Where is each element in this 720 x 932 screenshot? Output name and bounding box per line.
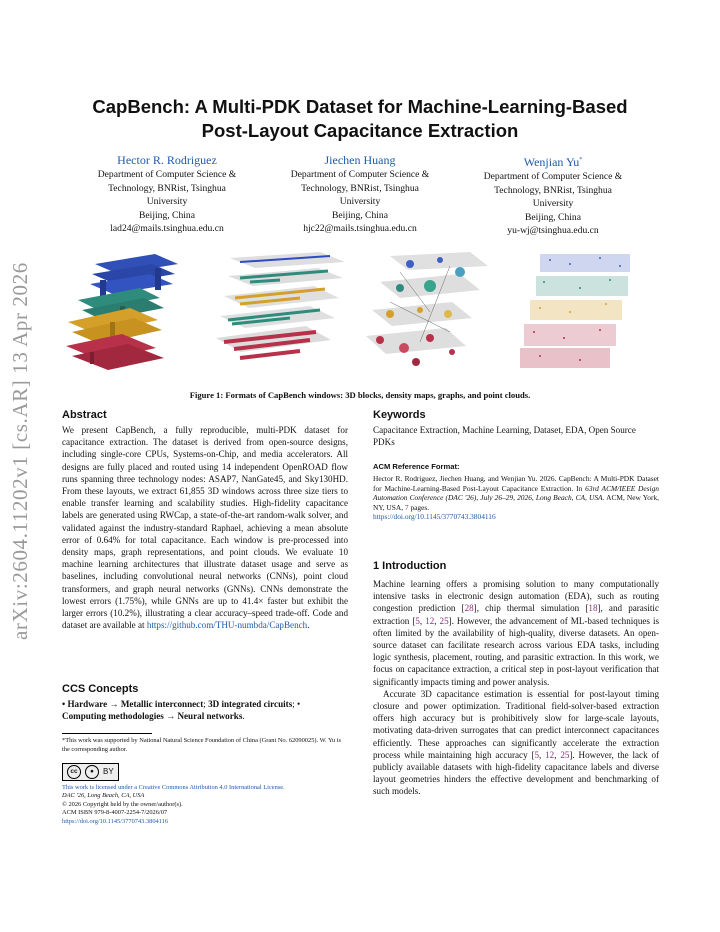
panel-density-maps [216, 252, 345, 358]
citation[interactable]: 12 [545, 749, 555, 760]
author-block-2 [260, 152, 460, 236]
cc-icon: cc [67, 765, 81, 779]
citation[interactable]: 12 [425, 615, 435, 626]
citation[interactable]: 5 [415, 615, 420, 626]
citation[interactable]: 28 [464, 603, 474, 614]
figure-1-illustration [60, 252, 660, 382]
keywords-text: Capacitance Extraction, Machine Learning, Dataset, EDA, Open Source PDKs [373, 425, 636, 448]
license-link[interactable]: This work is licensed under a Creative Commons Attribution 4.0 International License. [62, 783, 285, 791]
abstract-text: We present CapBench, a fully reproducible, multi-PDK dataset for capacitance extraction. The dataset is derived from open-source designs, including single-core CPUs, Systems-on-Chip, and media accelerators. All designs are fully placed and routed using 14 independent OpenROAD flow runs spanning three technology nodes: ASAP7, NanGate45, and Sky130HD. From these layouts, we extract 61,855 3D windows across three size tiers to enable transfer learning and scalability studies. High-fidelity capacitance labels are generated using RWCap, a state-of-the-art random-walk solver, and validated against the industry-standard Raphael, achieving a mean absolute error of 0.64% for total capacitance. Each window is pre-processed into density maps, graph representations, and point clouds. We evaluate 10 machine learning architectures that illustrate dataset usage and serve as baselines, including convolutional neural networks (CNNs), point cloud transformers, and graph neural networks (GNNs). CNNs demonstrate the lowest errors (1.75%), while GNNs are up to 41.4× faster but exhibit the larger errors (10.2%), illustrating a clear accuracy–speed trade-off. Code and dataset are available at https://github.com/THU-numbda/CapBench. [62, 425, 348, 631]
cc-by-badge[interactable] [62, 763, 119, 781]
author-name[interactable]: Wenjian Yu* [523, 155, 583, 169]
footnote-area [62, 733, 348, 827]
venue-line: DAC '26, Long Beach, CA, USA [62, 792, 145, 800]
author-block-1 [67, 152, 267, 236]
author-name[interactable]: Jiechen Huang [324, 153, 396, 167]
footnote-rule [62, 733, 152, 734]
author-email: yu-wj@tsinghua.edu.cn [507, 225, 599, 237]
acm-reference-heading: ACM Reference Format: [373, 462, 460, 471]
panel-graphs [366, 252, 488, 366]
author-block-3 [453, 152, 653, 238]
ccs-heading: CCS Concepts [62, 683, 139, 695]
author-city: Beijing, China [525, 211, 581, 223]
author-affiliation: Department of Computer Science & [97, 169, 237, 180]
author-name[interactable]: Hector R. Rodriguez [117, 153, 217, 167]
abstract-heading: Abstract [62, 409, 107, 421]
author-affiliation: Department of Computer Science & [290, 169, 430, 180]
citation[interactable]: 25 [439, 615, 449, 626]
ccs-text: • Hardware → Metallic interconnect; 3D integrated circuits; • Computing methodologies → Neural networks. [62, 699, 301, 722]
author-email: hjc22@mails.tsinghua.edu.cn [303, 223, 417, 235]
acm-doi-link[interactable]: https://doi.org/10.1145/3770743.3804116 [373, 512, 496, 522]
author-affiliation: University [532, 198, 574, 210]
citation[interactable]: 18 [588, 603, 598, 614]
author-email: lad24@mails.tsinghua.edu.cn [110, 223, 224, 235]
panel-point-clouds [520, 254, 630, 368]
copyright-line: © 2026 Copyright held by the owner/author(s). [62, 800, 183, 808]
keywords-section [373, 409, 659, 448]
introduction-paragraph-2: Accurate 3D capacitance estimation is essential for post-layout timing closure and power optimization. Traditional field-solver-based extraction offers high accuracy but is prohibitively slow for large-scale layouts, motivating data-driven surrogates that can predict interconnect capacitances efficiently. These approaches can significantly accelerate the extraction process while maintaining high accuracy [5, 12, 25]. However, the lack of publicly available datasets with high-fidelity capacitance labels and diverse layout geometries hinders the effective development and benchmarking of such models. [373, 688, 660, 797]
isbn-line: ACM ISBN 979-8-4007-2254-7/2026/07 [62, 809, 168, 817]
author-affiliation: Technology, BNRist, Tsinghua [108, 182, 226, 194]
author-affiliation: Technology, BNRist, Tsinghua [494, 184, 612, 196]
arxiv-stamp: arXiv:2604.11202v1 [cs.AR] 13 Apr 2026 [8, 262, 32, 640]
title-line-2: Post-Layout Capacitance Extraction [201, 120, 519, 141]
author-affiliation: University [339, 196, 381, 208]
introduction-paragraph-1: Machine learning offers a promising solution to many computationally intensive tasks in electronic design automation (EDA), such as routing congestion prediction [28], chip thermal simulation [18], and parasitic extraction [5, 12, 25]. However, the advancement of ML-based techniques is often limited by the availability of high-quality, diverse datasets. An open-source dataset can facilitate research across various EDA tasks, including logic synthesis, placement, routing, and parasitic extraction. In this work, we focus on capacitance extraction, a critical step in post-layout verification that significantly impacts timing and power analysis. [373, 579, 660, 687]
acm-reference-text: Hector R. Rodriguez, Jiechen Huang, and Wenjian Yu. 2026. CapBench: A Multi-PDK Dataset for Machine-Learning-Based Post-Layout Capacitance Extraction. In 63rd ACM/IEEE Design Automation Conference (DAC '26), July 26–29, 2026, Long Beach, CA, USA. ACM, New York, NY, USA, 7 pages. https://doi.org/10.1145/3770743.3804116 [373, 474, 659, 522]
footnote-doi-link[interactable]: https://doi.org/10.1145/3770743.3804116 [62, 818, 169, 826]
author-affiliation: Department of Computer Science & [483, 171, 623, 182]
introduction-heading: 1 Introduction [373, 560, 447, 572]
author-affiliation: Technology, BNRist, Tsinghua [301, 182, 419, 194]
author-city: Beijing, China [139, 209, 195, 221]
abstract-section [62, 409, 348, 631]
introduction-section [373, 560, 659, 798]
citation[interactable]: 5 [534, 749, 540, 760]
citation[interactable]: 25 [560, 749, 570, 760]
author-affiliation: University [146, 196, 188, 208]
ccs-section [62, 683, 348, 722]
acm-reference-section [373, 462, 659, 522]
github-link[interactable]: https://github.com/THU-numbda/CapBench [146, 620, 308, 631]
panel-3d-blocks [66, 254, 178, 370]
by-icon: ● [85, 765, 99, 779]
paper-title [40, 95, 680, 143]
keywords-heading: Keywords [373, 409, 426, 421]
funding-footnote: *This work was supported by National Natural Science Foundation of China (Grant No. 62090025). W. Yu is the corresponding author. [62, 737, 341, 753]
figure-caption: Figure 1: Formats of CapBench windows: 3D blocks, density maps, graphs, and point clouds. [189, 390, 531, 400]
author-city: Beijing, China [332, 209, 388, 221]
title-line-1: CapBench: A Multi-PDK Dataset for Machine-Learning-Based [92, 96, 628, 117]
by-label: BY [103, 767, 114, 777]
